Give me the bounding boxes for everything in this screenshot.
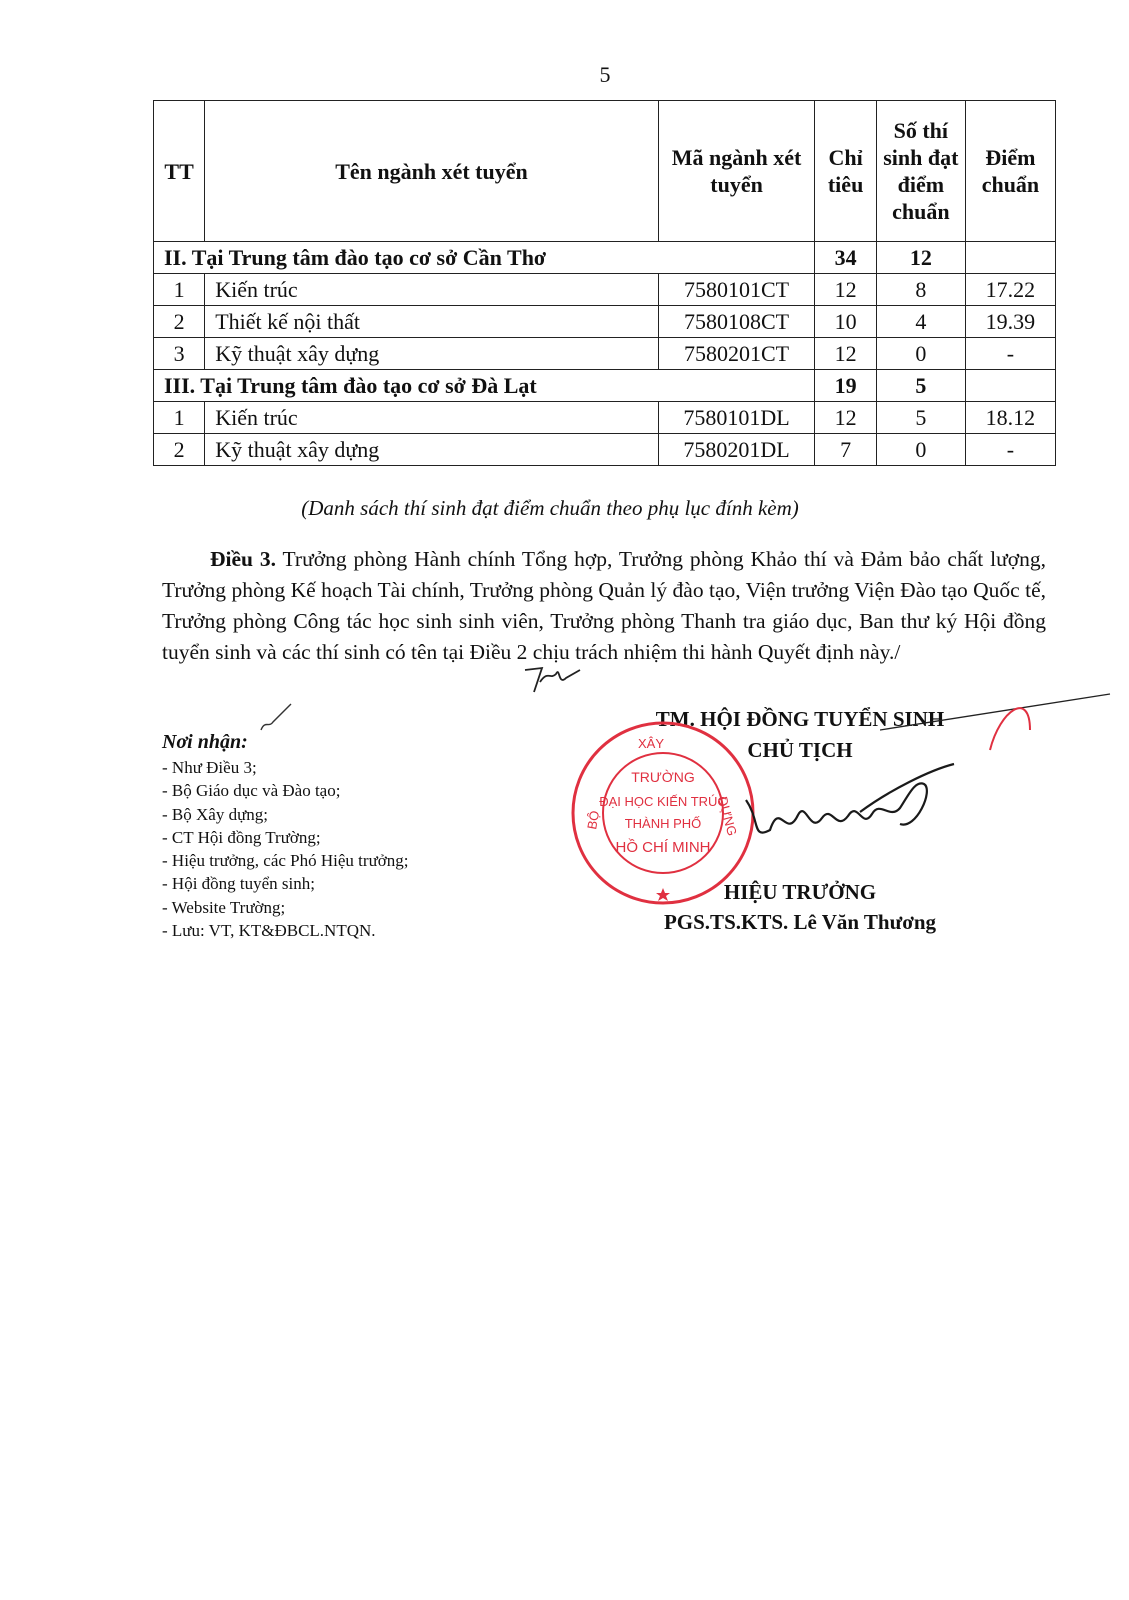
table-header-row: [154, 101, 1056, 242]
svg-text:ĐẠI HỌC KIẾN TRÚC: ĐẠI HỌC KIẾN TRÚC: [599, 794, 727, 809]
header-major-code: Mã ngành xét tuyển: [658, 101, 815, 242]
row-score: -: [965, 434, 1055, 466]
section-quota: 34: [815, 242, 876, 274]
row-code: 7580108CT: [658, 306, 815, 338]
appendix-note: (Danh sách thí sinh đạt điểm chuẩn theo phụ lục đính kèm): [301, 496, 799, 520]
recipient-item: - CT Hội đồng Trường;: [162, 827, 321, 847]
row-quota: 7: [815, 434, 876, 466]
section-score: [965, 370, 1055, 402]
row-name: Thiết kế nội thất: [205, 306, 659, 338]
section-passed: 5: [876, 370, 965, 402]
row-code: 7580201DL: [658, 434, 815, 466]
recipients-title: Nơi nhận:: [162, 731, 248, 753]
section-score: [965, 242, 1055, 274]
recipient-item: - Bộ Xây dựng;: [162, 804, 269, 824]
table-row: [154, 306, 1056, 338]
row-passed: 0: [876, 338, 965, 370]
signatory-name: PGS.TS.KTS. Lê Văn Thương: [663, 910, 937, 934]
recipients-block: [162, 728, 409, 942]
header-major-name: Tên ngành xét tuyển: [205, 101, 659, 242]
row-quota: 10: [815, 306, 876, 338]
recipient-item: - Website Trường;: [162, 897, 286, 917]
row-tt: 3: [154, 338, 205, 370]
row-name: Kiến trúc: [205, 402, 659, 434]
table-row: [154, 338, 1056, 370]
recipient-item: - Bộ Giáo dục và Đào tạo;: [162, 781, 341, 801]
section-quota: 19: [815, 370, 876, 402]
row-score: -: [965, 338, 1055, 370]
initial-mark: [520, 656, 590, 696]
signature-flourish: [880, 690, 1120, 780]
row-tt: 2: [154, 306, 205, 338]
page-number: 5: [599, 62, 611, 87]
table-row: [154, 274, 1056, 306]
recipient-check-mark: [255, 700, 295, 740]
row-name: Kiến trúc: [205, 274, 659, 306]
row-quota: 12: [815, 274, 876, 306]
row-score: 19.39: [965, 306, 1055, 338]
council-title: TM. HỘI ĐỒNG TUYỂN SINH: [655, 707, 945, 731]
table-row: [154, 434, 1056, 466]
row-quota: 12: [815, 402, 876, 434]
header-tt: TT: [154, 101, 205, 242]
svg-text:XÂY: XÂY: [638, 736, 665, 751]
row-code: 7580201CT: [658, 338, 815, 370]
header-passed-count: Số thí sinh đạt điểm chuẩn: [876, 101, 965, 242]
row-score: 17.22: [965, 274, 1055, 306]
row-code: 7580101CT: [658, 274, 815, 306]
row-tt: 2: [154, 434, 205, 466]
svg-text:THÀNH PHỐ: THÀNH PHỐ: [624, 816, 702, 831]
article-3-paragraph: [162, 544, 1046, 668]
recipient-item: - Hội đồng tuyển sinh;: [162, 874, 315, 894]
svg-text:HỒ CHÍ MINH: HỒ CHÍ MINH: [615, 839, 711, 856]
section-passed: 12: [876, 242, 965, 274]
section-title: III. Tại Trung tâm đào tạo cơ sở Đà Lạt: [154, 370, 815, 402]
svg-text:TRƯỜNG: TRƯỜNG: [631, 769, 695, 785]
section-row: [154, 370, 1056, 402]
row-name: Kỹ thuật xây dựng: [205, 338, 659, 370]
rector-title: HIỆU TRƯỞNG: [723, 880, 877, 904]
row-name: Kỹ thuật xây dựng: [205, 434, 659, 466]
header-cutoff-score: Điểm chuẩn: [965, 101, 1055, 242]
row-tt: 1: [154, 402, 205, 434]
svg-text:DỰNG: DỰNG: [715, 794, 740, 838]
row-score: 18.12: [965, 402, 1055, 434]
row-tt: 1: [154, 274, 205, 306]
row-passed: 8: [876, 274, 965, 306]
row-passed: 4: [876, 306, 965, 338]
row-passed: 5: [876, 402, 965, 434]
section-row: [154, 242, 1056, 274]
row-passed: 0: [876, 434, 965, 466]
recipient-item: - Như Điều 3;: [162, 758, 257, 777]
svg-text:BỘ: BỘ: [584, 809, 603, 831]
admission-table: [153, 100, 1056, 466]
recipient-item: - Lưu: VT, KT&ĐBCL.NTQN.: [162, 921, 376, 941]
row-code: 7580101DL: [658, 402, 815, 434]
recipient-item: - Hiệu trưởng, các Phó Hiệu trưởng;: [162, 851, 409, 871]
row-quota: 12: [815, 338, 876, 370]
article-text: Trưởng phòng Hành chính Tổng hợp, Trưởng phòng Khảo thí và Đảm bảo chất lượng, Trưởng phòng Kế hoạch Tài chính, Trưởng phòng Quản lý đào tạo, Viện trưởng Viện Đào tạo Quốc tế, Trưởng phòng Công tác học sinh sinh viên, Trưởng phòng Thanh tra giáo dục, Ban thư ký Hội đồng tuyển sinh và các thí sinh có tên tại Điều 2 chịu trách nhiệm thi hành Quyết định này./: [162, 547, 1046, 664]
chairman-title: CHỦ TỊCH: [747, 738, 853, 762]
table-row: [154, 402, 1056, 434]
section-title: II. Tại Trung tâm đào tạo cơ sở Cần Thơ: [154, 242, 815, 274]
article-label: Điều 3.: [210, 547, 277, 571]
header-quota: Chỉ tiêu: [815, 101, 876, 242]
